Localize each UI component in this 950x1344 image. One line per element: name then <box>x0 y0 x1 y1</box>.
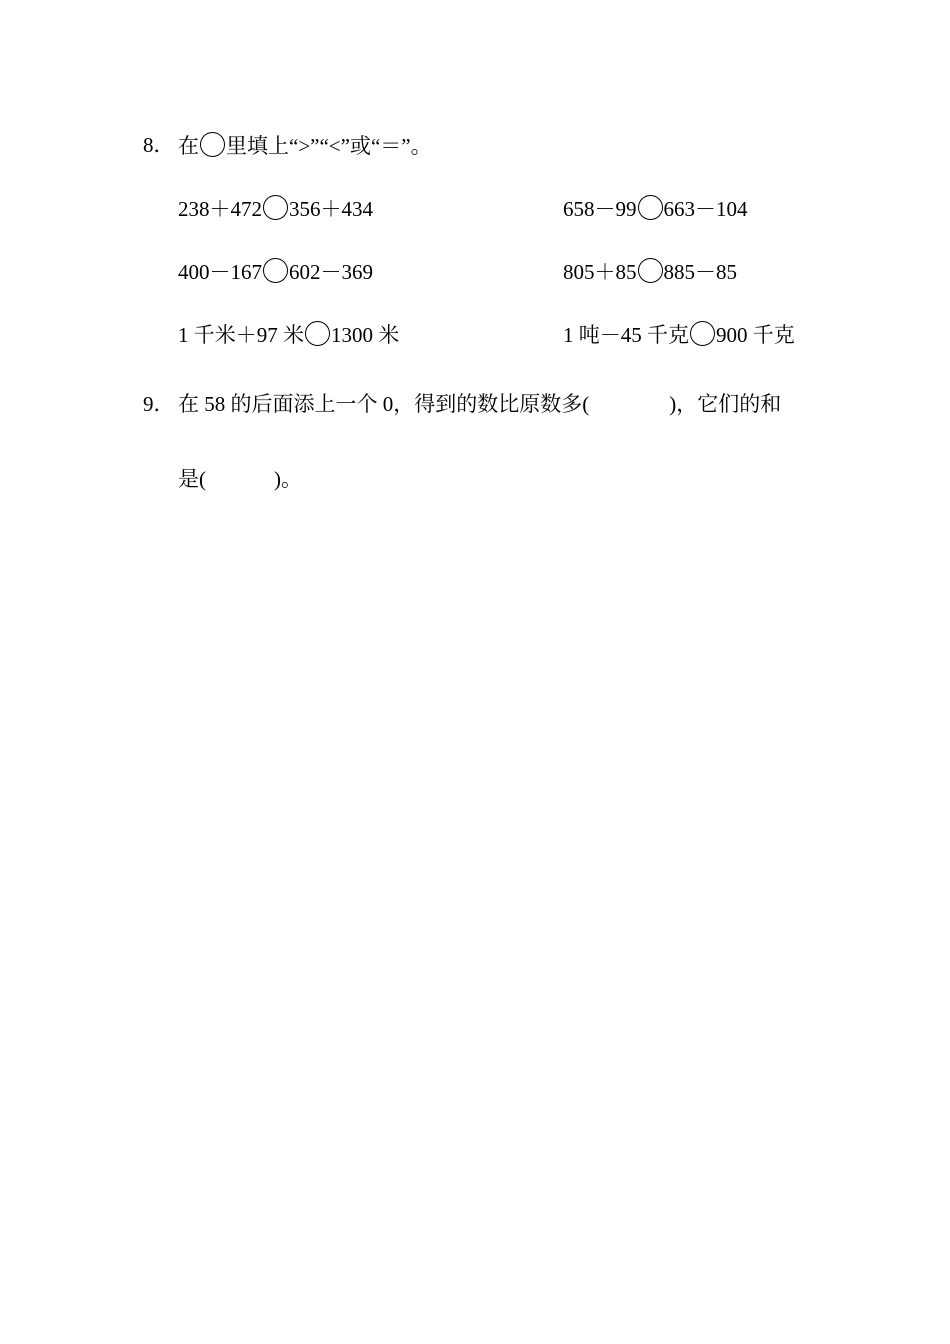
comparison-item-1 <box>178 195 373 222</box>
question-8-instruction <box>178 132 432 159</box>
comparison-item-6 <box>563 321 795 348</box>
comparison-left: 238＋472 <box>178 197 262 221</box>
comparison-left: 658－99 <box>563 197 637 221</box>
answer-circle[interactable] <box>305 321 330 346</box>
instruction-suffix: 里填上“>”“<”或“＝”。 <box>226 134 432 158</box>
answer-circle[interactable] <box>690 321 715 346</box>
answer-circle[interactable] <box>263 195 288 220</box>
comparison-right: 602－369 <box>289 260 373 284</box>
question-9-line-1 <box>178 391 781 417</box>
question-9-number: 9． <box>143 392 175 416</box>
comparison-right: 885－85 <box>663 260 737 284</box>
instruction-prefix: 在 <box>178 134 199 158</box>
comparison-left: 1 吨－45 千克 <box>563 323 689 347</box>
comparison-right: 663－104 <box>663 197 748 221</box>
comparison-left: 400－167 <box>178 260 262 284</box>
comparison-right: 900 千克 <box>716 323 795 347</box>
question-9-text-b: )，它们的和 <box>669 392 782 416</box>
answer-circle[interactable] <box>638 258 663 283</box>
comparison-item-3 <box>178 258 373 285</box>
question-9-text-a: 在 58 的后面添上一个 0，得到的数比原数多( <box>178 392 590 416</box>
answer-circle[interactable] <box>638 195 663 220</box>
comparison-left: 805＋85 <box>563 260 637 284</box>
comparison-left: 1 千米＋97 米 <box>178 323 304 347</box>
answer-circle-example <box>200 132 225 157</box>
question-9-line-2 <box>178 466 302 492</box>
question-8-number: 8． <box>143 133 175 157</box>
question-9-text-d: )。 <box>274 467 302 491</box>
comparison-item-4 <box>563 258 737 285</box>
question-9-text-c: 是( <box>178 467 206 491</box>
comparison-right: 1300 米 <box>331 323 400 347</box>
comparison-right: 356＋434 <box>289 197 373 221</box>
comparison-item-2 <box>563 195 748 222</box>
answer-circle[interactable] <box>263 258 288 283</box>
comparison-item-5 <box>178 321 399 348</box>
